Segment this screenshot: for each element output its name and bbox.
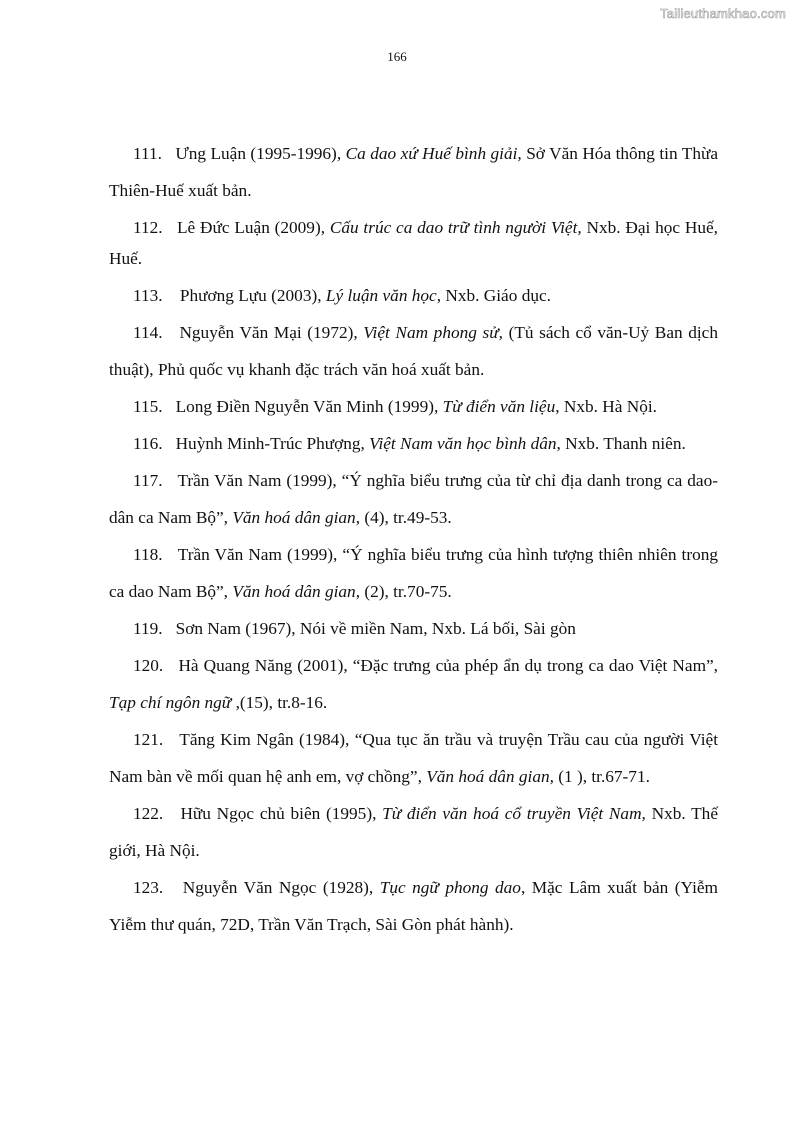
reference-number: 113. bbox=[133, 286, 163, 305]
reference-title: Văn hoá dân gian bbox=[232, 508, 356, 527]
reference-item bbox=[109, 536, 719, 610]
reference-text bbox=[109, 647, 718, 721]
reference-publisher: Sở Văn Hóa thông tin Thừa Thiên-Huế xuất bản. bbox=[109, 144, 718, 200]
reference-title: Việt Nam văn học bình dân bbox=[369, 434, 557, 453]
reference-author: Lê Đức Luận (2009), bbox=[177, 218, 330, 237]
reference-text bbox=[109, 314, 718, 388]
reference-text bbox=[109, 277, 718, 314]
reference-author: Hữu Ngọc chủ biên (1995), bbox=[180, 804, 383, 823]
reference-list bbox=[109, 135, 719, 943]
reference-author: Long Điền Nguyễn Văn Minh (1999), bbox=[175, 397, 443, 416]
reference-text bbox=[109, 462, 718, 536]
reference-text bbox=[109, 388, 718, 425]
reference-author: Nguyễn Văn Ngọc (1928), bbox=[182, 878, 380, 897]
reference-item bbox=[133, 277, 718, 314]
reference-author: Phương Lựu (2003), bbox=[175, 286, 326, 305]
reference-author: Sơn Nam (1967), Nói về miền Nam, Nxb. Lá bối, Sài gòn bbox=[175, 619, 576, 638]
reference-item bbox=[109, 212, 718, 274]
reference-author: Tăng Kim Ngân (1984), “Qua tục ăn trầu và truyện Trầu cau của người Việt Nam bàn về mối quan hệ anh em, vợ chồng”, bbox=[109, 730, 718, 786]
reference-title: Việt Nam phong sử bbox=[363, 323, 499, 342]
reference-item bbox=[109, 869, 719, 943]
reference-text bbox=[109, 212, 718, 274]
reference-number: 115. bbox=[133, 397, 163, 416]
reference-item bbox=[133, 425, 718, 462]
reference-title: Cấu trúc ca dao trữ tình người Việt, bbox=[329, 218, 582, 237]
reference-item bbox=[109, 647, 718, 721]
reference-publisher: , Nxb. Giáo dục. bbox=[436, 286, 551, 305]
reference-number: 112. bbox=[133, 218, 163, 237]
reference-title: Tục ngữ phong dao bbox=[379, 878, 521, 897]
reference-number: 119. bbox=[133, 619, 163, 638]
reference-item bbox=[109, 462, 718, 536]
reference-publisher: Nxb. Đại học Huế, Huế. bbox=[109, 218, 718, 268]
reference-item bbox=[109, 314, 718, 388]
reference-title: Từ điển văn liệu bbox=[442, 397, 556, 416]
reference-publisher: (1 ), tr.67-71. bbox=[553, 767, 650, 786]
reference-title: Văn hoá dân gian, bbox=[426, 767, 554, 786]
reference-number: 123. bbox=[133, 878, 164, 897]
reference-number: 118. bbox=[133, 545, 163, 564]
reference-author: Hà Quang Năng (2001), “Đặc trưng của phép ẩn dụ trong ca dao Việt Nam”, bbox=[178, 656, 718, 675]
reference-text bbox=[109, 613, 718, 644]
reference-text bbox=[109, 721, 718, 795]
reference-number: 117. bbox=[133, 471, 163, 490]
reference-publisher: , Mặc Lâm xuất bản (Yiễm Yiễm thư quán, 72D, Trần Văn Trạch, Sài Gòn phát hành). bbox=[109, 878, 719, 934]
page-number: 166 bbox=[387, 49, 407, 64]
reference-author: Huỳnh Minh-Trúc Phượng, bbox=[175, 434, 370, 453]
reference-author: Trần Văn Nam (1999), “Ý nghĩa biểu trưng của từ chỉ địa danh trong ca dao-dân ca Nam Bộ”, bbox=[109, 471, 718, 527]
reference-title: Tạp chí ngôn ngữ bbox=[109, 693, 232, 712]
reference-title: Văn hoá dân gian bbox=[232, 582, 356, 601]
reference-text bbox=[109, 795, 718, 869]
reference-text bbox=[109, 425, 718, 462]
reference-number: 122. bbox=[133, 804, 164, 823]
reference-number: 121. bbox=[133, 730, 164, 749]
reference-number: 120. bbox=[133, 656, 164, 675]
reference-publisher: , Nxb. Hà Nội. bbox=[555, 397, 657, 416]
watermark: Tailieuthamkhao.com bbox=[660, 6, 786, 21]
reference-author: Ưng Luận (1995-1996), bbox=[175, 144, 346, 163]
reference-title: Lý luận văn học bbox=[325, 286, 437, 305]
reference-author: Trần Văn Nam (1999), “Ý nghĩa biểu trưng của hình tượng thiên nhiên trong ca dao Nam Bộ”, bbox=[109, 545, 719, 601]
reference-author: Nguyễn Văn Mại (1972), bbox=[179, 323, 364, 342]
reference-item bbox=[109, 721, 718, 795]
reference-number: 114. bbox=[133, 323, 163, 342]
reference-item bbox=[109, 795, 718, 869]
reference-item bbox=[133, 613, 718, 644]
reference-publisher: ,(15), tr.8-16. bbox=[231, 693, 328, 712]
reference-publisher: , (Tủ sách cổ văn-Uỷ Ban dịch thuật), Phủ quốc vụ khanh đặc trách văn hoá xuất bản. bbox=[109, 323, 718, 379]
reference-text bbox=[109, 869, 718, 943]
reference-text bbox=[109, 536, 718, 610]
reference-number: 111. bbox=[133, 144, 162, 163]
reference-text bbox=[109, 135, 718, 209]
reference-publisher: , (4), tr.49-53. bbox=[355, 508, 452, 527]
reference-publisher: Nxb. Thế giới, Hà Nội. bbox=[109, 804, 718, 860]
reference-publisher: , (2), tr.70-75. bbox=[355, 582, 452, 601]
reference-title: Từ điển văn hoá cổ truyền Việt Nam, bbox=[382, 804, 646, 823]
reference-title: Ca dao xứ Huế bình giải, bbox=[345, 144, 522, 163]
reference-item bbox=[109, 135, 718, 209]
reference-item bbox=[133, 388, 718, 425]
reference-publisher: , Nxb. Thanh niên. bbox=[556, 434, 686, 453]
reference-number: 116. bbox=[133, 434, 163, 453]
